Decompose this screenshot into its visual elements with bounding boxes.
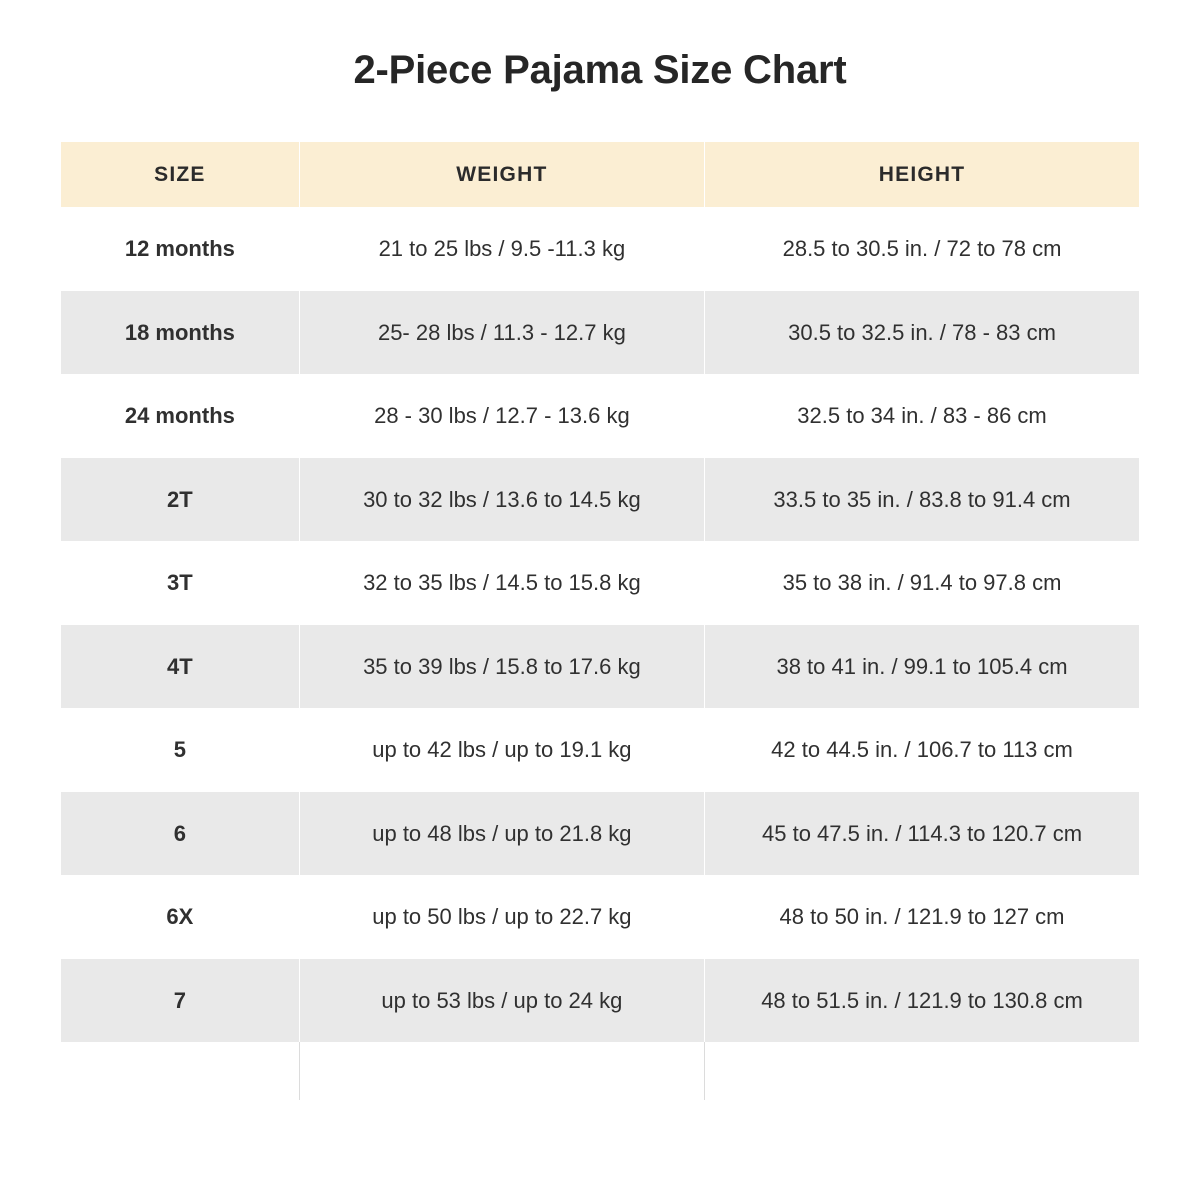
column-divider-left [299, 1042, 300, 1100]
cell-height: 28.5 to 30.5 in. / 72 to 78 cm [705, 207, 1139, 291]
page-title: 2-Piece Pajama Size Chart [353, 48, 847, 92]
table-row [61, 959, 1139, 1043]
cell-size: 5 [61, 708, 299, 792]
table-row [61, 541, 1139, 625]
cell-size: 2T [61, 458, 299, 542]
cell-size: 24 months [61, 374, 299, 458]
table-row [61, 458, 1139, 542]
size-chart-table [61, 142, 1139, 1042]
cell-height: 30.5 to 32.5 in. / 78 - 83 cm [705, 291, 1139, 375]
cell-weight: 30 to 32 lbs / 13.6 to 14.5 kg [299, 458, 704, 542]
cell-height: 48 to 51.5 in. / 121.9 to 130.8 cm [705, 959, 1139, 1043]
cell-height: 42 to 44.5 in. / 106.7 to 113 cm [705, 708, 1139, 792]
cell-size: 6 [61, 792, 299, 876]
cell-weight: 25- 28 lbs / 11.3 - 12.7 kg [299, 291, 704, 375]
cell-height: 33.5 to 35 in. / 83.8 to 91.4 cm [705, 458, 1139, 542]
cell-size: 3T [61, 541, 299, 625]
cell-height: 45 to 47.5 in. / 114.3 to 120.7 cm [705, 792, 1139, 876]
table-header [61, 142, 1139, 207]
column-header-weight: WEIGHT [299, 142, 704, 207]
cell-weight: 21 to 25 lbs / 9.5 -11.3 kg [299, 207, 704, 291]
table-row [61, 875, 1139, 959]
column-divider-right [704, 1042, 705, 1100]
table-column-dividers [61, 1042, 1139, 1100]
table-header-row [61, 142, 1139, 207]
table-row [61, 625, 1139, 709]
cell-size: 18 months [61, 291, 299, 375]
table-row [61, 374, 1139, 458]
cell-weight: 35 to 39 lbs / 15.8 to 17.6 kg [299, 625, 704, 709]
table-row [61, 291, 1139, 375]
cell-size: 6X [61, 875, 299, 959]
cell-size: 4T [61, 625, 299, 709]
cell-size: 12 months [61, 207, 299, 291]
cell-height: 38 to 41 in. / 99.1 to 105.4 cm [705, 625, 1139, 709]
table-row [61, 708, 1139, 792]
cell-weight: up to 50 lbs / up to 22.7 kg [299, 875, 704, 959]
cell-size: 7 [61, 959, 299, 1043]
cell-weight: up to 48 lbs / up to 21.8 kg [299, 792, 704, 876]
column-header-height: HEIGHT [705, 142, 1139, 207]
cell-weight: 28 - 30 lbs / 12.7 - 13.6 kg [299, 374, 704, 458]
cell-weight: up to 42 lbs / up to 19.1 kg [299, 708, 704, 792]
cell-weight: 32 to 35 lbs / 14.5 to 15.8 kg [299, 541, 704, 625]
cell-height: 35 to 38 in. / 91.4 to 97.8 cm [705, 541, 1139, 625]
size-chart-table-wrapper [61, 142, 1139, 1042]
table-row [61, 792, 1139, 876]
table-body [61, 207, 1139, 1042]
cell-weight: up to 53 lbs / up to 24 kg [299, 959, 704, 1043]
cell-height: 48 to 50 in. / 121.9 to 127 cm [705, 875, 1139, 959]
table-row [61, 207, 1139, 291]
cell-height: 32.5 to 34 in. / 83 - 86 cm [705, 374, 1139, 458]
column-header-size: SIZE [61, 142, 299, 207]
